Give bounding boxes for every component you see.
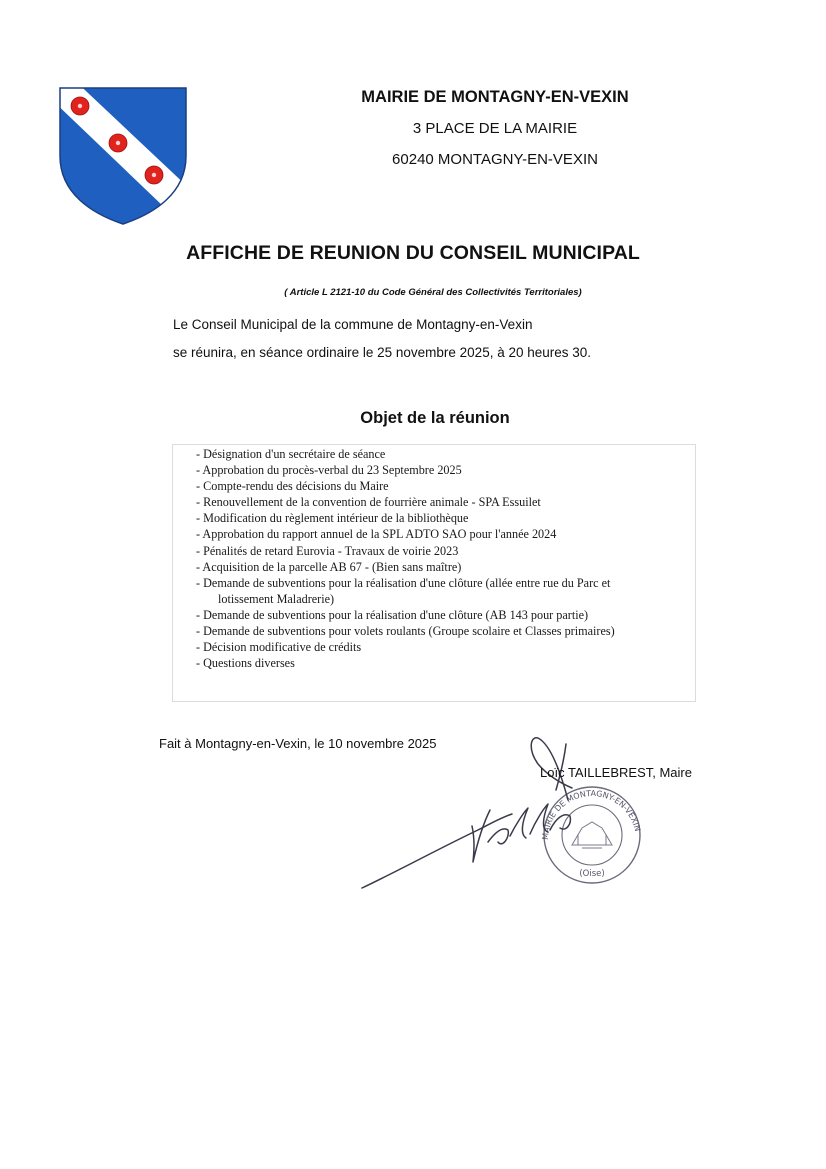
agenda-item: - Désignation d'un secrétaire de séance: [196, 447, 386, 461]
agenda-item: - Renouvellement de la convention de fourrière animale - SPA Essuilet: [196, 495, 541, 510]
agenda-list: [196, 446, 686, 671]
document-title: AFFICHE DE REUNION DU CONSEIL MUNICIPAL: [186, 242, 640, 264]
agenda-item: - Acquisition de la parcelle AB 67 - (Bien sans maître): [196, 559, 462, 574]
agenda-item: - Modification du règlement intérieur de la bibliothèque: [196, 511, 469, 526]
agenda-item: - Approbation du procès-verbal du 23 Septembre 2025: [196, 463, 462, 478]
legal-reference: ( Article L 2121-10 du Code Général des Collectivités Territoriales): [284, 287, 582, 298]
agenda-item: - Questions diverses: [196, 656, 295, 671]
agenda-item: - Pénalités de retard Eurovia - Travaux de voirie 2023: [196, 543, 459, 558]
mayor-name: Loïc TAILLEBREST, Maire: [540, 765, 692, 780]
intro-line-1: Le Conseil Municipal de la commune de Montagny-en-Vexin: [173, 317, 533, 332]
official-stamp: [541, 787, 642, 883]
town-hall-name: MAIRIE DE MONTAGNY-EN-VEXIN: [361, 88, 629, 106]
address-line-2: 60240 MONTAGNY-EN-VEXIN: [392, 151, 598, 168]
place-and-date: Fait à Montagny-en-Vexin, le 10 novembre 2025: [159, 736, 437, 751]
section-title: Objet de la réunion: [360, 409, 510, 427]
agenda-item: - Compte-rendu des décisions du Maire: [196, 479, 389, 494]
agenda-item-text: - Demande de subventions pour la réalisation d'une clôture (allée entre rue du Parc et: [196, 575, 611, 590]
intro-line-2: se réunira, en séance ordinaire le 25 novembre 2025, à 20 heures 30.: [173, 345, 592, 360]
coat-of-arms-logo: [58, 86, 188, 226]
svg-text:MAIRIE DE MONTAGNY-EN-VEXIN: [541, 789, 642, 840]
agenda-item-continuation: lotissement Maladrerie): [218, 591, 335, 606]
signature-and-stamp: [360, 730, 650, 910]
agenda-item: [196, 575, 686, 607]
stamp-bottom-text: (Oise): [579, 869, 605, 879]
agenda-item: - Décision modificative de crédits: [196, 640, 362, 655]
stamp-ring-text: MAIRIE DE MONTAGNY-EN-VEXIN: [540, 788, 643, 841]
agenda-item: - Demande de subventions pour la réalisation d'une clôture (AB 143 pour partie): [196, 607, 589, 622]
address-line-1: 3 PLACE DE LA MAIRIE: [412, 120, 578, 137]
town-hall-header: [300, 88, 690, 182]
handwritten-signature: [362, 738, 572, 888]
agenda-item: - Approbation du rapport annuel de la SPL ADTO SAO pour l'année 2024: [196, 527, 557, 542]
agenda-item: - Demande de subventions pour volets roulants (Groupe scolaire et Classes primaires): [196, 624, 615, 639]
